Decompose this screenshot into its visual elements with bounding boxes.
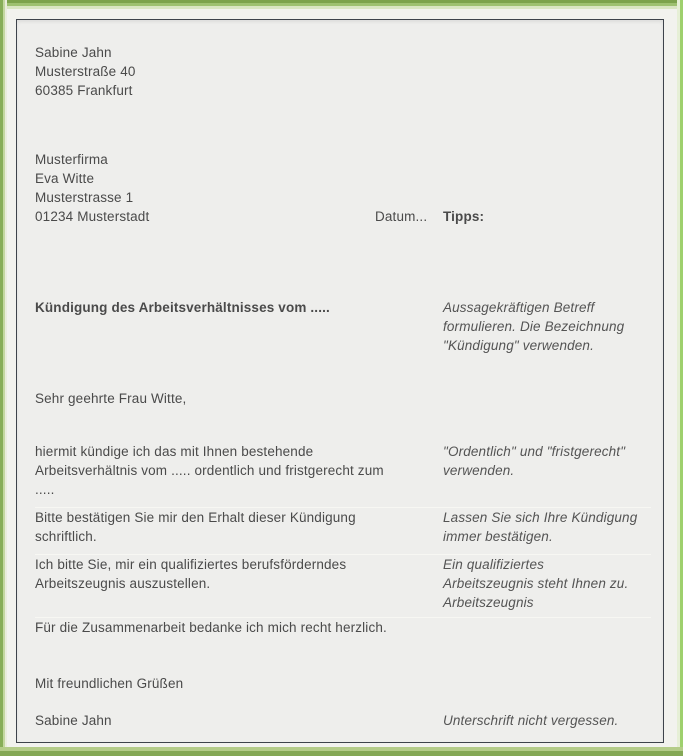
recipient-address-cell <box>35 150 436 226</box>
signature-row <box>35 711 651 730</box>
paragraph-termination-tip: "Ordentlich" und "fristgerecht" verwenden. <box>443 444 626 478</box>
paragraph-reference-tip: Ein qualifiziertes Arbeitszeugnis steht Ihnen zu. Arbeitszeugnis <box>443 557 629 610</box>
green-frame-left <box>0 0 7 756</box>
greeting-line: Sehr geehrte Frau Witte, <box>35 391 187 406</box>
subject-tip: Aussagekräftigen Betreff formulieren. Die Bezeichnung "Kündigung" verwenden. <box>443 300 625 353</box>
paragraph-thanks-tip-empty <box>436 618 651 637</box>
paragraph-row-reference <box>35 555 651 618</box>
paragraph-row-termination <box>35 442 651 508</box>
paragraph-thanks: Für die Zusammenarbeit bedanke ich mich recht herzlich. <box>35 620 387 635</box>
paragraph-confirmation-tip: Lassen Sie sich Ihre Kündigung immer bestätigen. <box>443 510 638 544</box>
paragraph-row-thanks <box>35 618 651 637</box>
signature-tip: Unterschrift nicht vergessen. <box>443 713 619 728</box>
signature-name: Sabine Jahn <box>35 713 112 728</box>
green-frame-right <box>677 0 683 756</box>
paragraph-reference: Ich bitte Sie, mir ein qualifiziertes berufsförderndes Arbeitszeugnis auszustellen. <box>35 557 347 591</box>
subject-row <box>35 298 651 355</box>
closing-line: Mit freundlichen Grüßen <box>35 676 184 691</box>
date-placeholder: Datum... <box>375 209 428 224</box>
recipient-row <box>35 150 651 226</box>
recipient-address-block: Musterfirma Eva Witte Musterstrasse 1 01234 Musterstadt <box>35 152 150 224</box>
paragraph-confirmation: Bitte bestätigen Sie mir den Erhalt dieser Kündigung schriftlich. <box>35 510 356 544</box>
letter-sheet <box>16 19 664 743</box>
paragraph-row-confirmation <box>35 508 651 555</box>
green-frame-bottom <box>0 747 683 756</box>
paragraph-termination: hiermit kündige ich das mit Ihnen bestehende Arbeitsverhältnis vom ..... ordentlich und fristgerecht zum ..... <box>35 444 384 497</box>
tips-column-header: Tipps: <box>443 209 485 224</box>
sender-address-block: Sabine Jahn Musterstraße 40 60385 Frankfurt <box>35 45 136 98</box>
subject-line: Kündigung des Arbeitsverhältnisses vom ..... <box>35 300 330 315</box>
green-frame-top <box>0 0 683 9</box>
